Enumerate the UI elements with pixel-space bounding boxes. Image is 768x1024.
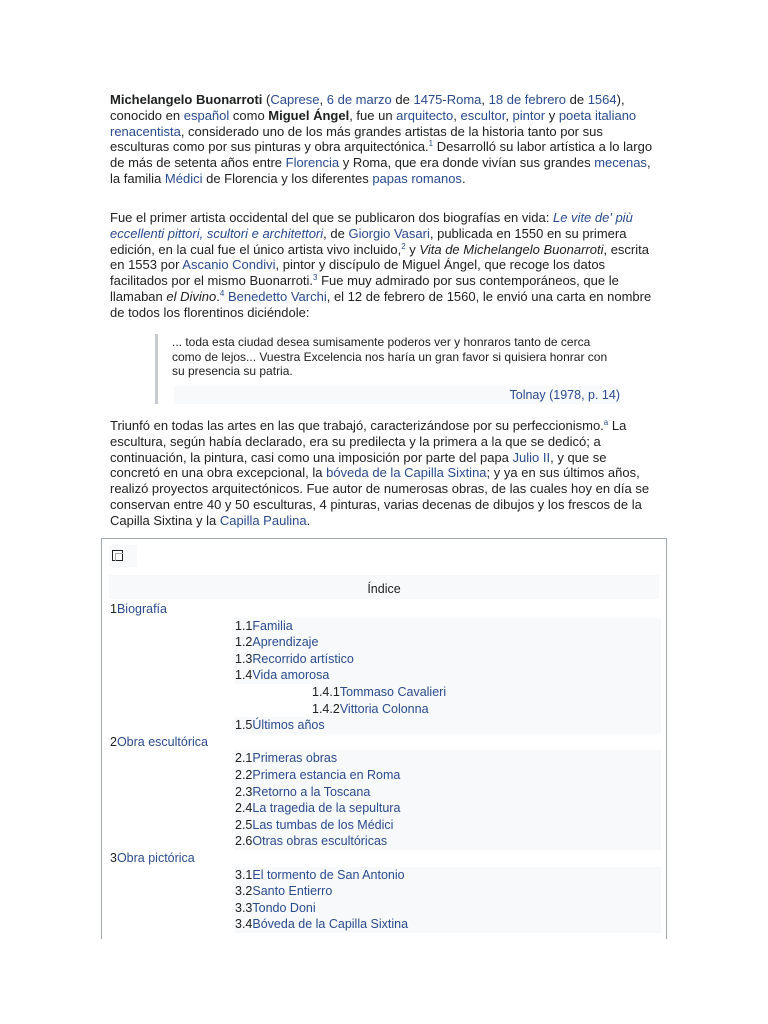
toc-item[interactable] [235,634,661,651]
toc-item-label[interactable]: Bóveda de la Capilla Sixtina [252,917,409,932]
note-a[interactable]: a [603,418,609,427]
text: , [481,92,489,107]
text: , de [323,225,349,241]
link-mecenas[interactable]: mecenas [594,155,647,171]
quote-citation [174,386,620,404]
intro-paragraph [110,92,656,187]
text: y [545,107,559,123]
toc-item-number: 2.2 [235,768,253,782]
toc-item[interactable] [110,601,661,618]
toc-item-label[interactable]: Vida amorosa [252,668,330,683]
toc-item[interactable] [235,651,661,668]
text: de [566,92,588,107]
toc-item-number: 2 [110,734,117,749]
toc-item[interactable] [235,800,661,817]
toc-item-number: 3.1 [235,867,253,882]
toc-item-label[interactable]: Familia [252,618,293,633]
link-pintor[interactable]: pintor [512,107,546,123]
ref-1[interactable]: 1 [428,139,434,149]
toc-item-number: 2.5 [235,817,253,832]
text: Le vite de' più eccellenti pittori, scultori e architettori [110,210,633,241]
toc-item-number: 2.6 [235,834,253,849]
toc-item-label[interactable]: Aprendizaje [252,635,319,650]
toc-item-number: 3.3 [235,900,253,915]
toc-item-number: 1.4.1 [312,685,340,699]
toc-item-label[interactable]: Recorrido artístico [252,651,354,666]
toc-item-number: 2.4 [235,801,253,816]
toc-item-label[interactable]: Tommaso Cavalieri [339,685,447,699]
toc-item-number: 1.5 [235,718,253,733]
text: ), [616,92,625,107]
biographies-paragraph [110,210,656,321]
toc-item-number: 1.4 [235,668,253,683]
subject-name: Michelangelo Buonarroti [110,92,263,107]
text: , el 12 de febrero de 1560, le envió una carta en nombre de todos los florentinos diciéndole: [110,288,652,320]
toc-item[interactable] [110,850,661,867]
toc-item-number: 1.2 [235,635,253,650]
toc-item-label[interactable]: Tondo Doni [252,900,316,915]
toc-item[interactable] [235,667,661,684]
text: Fue muy admirado por sus contemporáneos, que le llamaban [110,273,619,304]
toc-item-label[interactable]: Primera estancia en Roma [252,768,401,782]
text: , [319,92,327,107]
text: , publicada en 1550 en su primera edición, en la cual fue el único artista vivo incluido, [110,225,627,257]
toc-item-label[interactable]: Vittoria Colonna [339,701,429,716]
text: de Florencia y los diferentes [202,170,373,186]
text: , pintor y discípulo de Miguel Ángel, que recoge los datos facilitados por el mismo Buonarroti. [110,257,606,289]
toc-item-number: 1 [110,602,117,616]
toc-item[interactable] [235,900,661,917]
link-arquitecto[interactable]: arquitecto [396,107,454,123]
text: La escultura, según había declarado, era su predilecta y la primera a la que se dedicó; a continuación, la pintura, casi como una imposición por parte del papa [110,418,627,465]
text: . [461,170,466,186]
toc-item-label[interactable]: Últimos años [252,718,325,733]
toc-item[interactable] [235,618,661,635]
ref-3[interactable]: 3 [313,273,318,283]
link-poeta[interactable]: poeta italiano renacentista [110,107,637,139]
text: , y que se concretó en una obra excepcional, la [110,449,607,481]
text: y Roma, que era donde vivían sus grandes [339,155,595,171]
link-condivi[interactable]: Ascanio Condivi [182,257,276,273]
toc-item[interactable] [110,734,661,751]
text: . [216,288,220,304]
text: , [453,107,461,123]
toc-item-label[interactable]: Obra pictórica [116,851,195,865]
toc-item[interactable] [235,817,661,834]
link-espanol[interactable]: español [183,107,230,123]
link-vasari[interactable]: Giorgio Vasari [348,225,430,241]
text: ( [266,92,271,107]
toc-item-label[interactable]: Biografía [116,602,167,616]
toc-item[interactable] [235,717,661,734]
toc-item[interactable] [235,916,661,933]
toc-item-label[interactable]: El tormento de San Antonio [252,867,405,882]
artistry-paragraph [110,418,656,529]
text: Fue el primer artista occidental del que se publicaron dos biografías en vida: [110,210,553,225]
toc-item-label[interactable]: Otras obras escultóricas [252,834,388,849]
toc-item-number: 1.4.2 [312,701,340,716]
link-caprese[interactable]: Caprese [270,92,320,107]
link-medici[interactable]: Médici [164,170,203,186]
toc-toggle-checkbox[interactable] [112,550,123,561]
toc-item-number: 3.2 [235,884,253,899]
link-death-year[interactable]: 1564 [587,92,617,107]
toc-item-label[interactable]: Obra escultórica [116,734,208,749]
quote-text: ... toda esta ciudad desea sumisamente poderos ver y honraros tanto de cerca como de lejos... Vuestra Excelencia nos haría un gran favor si quisiera honrar con su presencia su patria. [172,335,608,378]
ref-4[interactable]: 4 [219,288,225,298]
toc-item[interactable] [235,784,661,801]
link-capilla-paulina[interactable]: Capilla Paulina [219,512,307,528]
link-birth-date[interactable]: 6 de marzo [326,92,392,107]
text: y [405,241,420,257]
link-papas-romanos[interactable]: papas romanos [372,170,462,186]
link-julio-ii[interactable]: Julio II [512,449,551,465]
text: de [391,92,414,107]
toc-item-number: 3 [110,851,117,865]
toc-item[interactable] [235,767,661,784]
text: , escrita en 1553 por [110,241,649,273]
text: . [306,512,311,528]
text: , [505,107,513,123]
link-tolnay[interactable]: Tolnay (1978, p. 14) [509,388,620,402]
text: , fue un [349,107,397,123]
text: ; y ya en sus últimos años, realizó proyectos arquitectónicos. Fue autor de numerosas obras, de las cuales hoy en día se conservan entre 40 y 50 esculturas, 4 pinturas, varias decenas de dibujos y los frescos de la Capilla Sixtina y la [110,465,650,528]
toc-item-label[interactable]: Primeras obras [252,751,338,766]
book-title: Vita de Michelangelo Buonarroti [419,241,604,257]
toc-item[interactable] [312,684,661,701]
text: , la familia [110,155,651,186]
alias-name: Miguel Ángel [268,107,350,123]
toc-item[interactable] [235,867,661,884]
toc-item[interactable] [235,833,661,850]
toc-item-label[interactable]: Las tumbas de los Médici [252,817,394,832]
blockquote [155,334,620,404]
link-birth-year[interactable]: 1475-Roma [413,92,482,107]
text: como [229,107,269,123]
toc-item-label[interactable]: Santo Entierro [252,884,333,899]
text: Desarrolló su labor artística a lo largo de más de setenta años entre [110,139,653,171]
toc-item-number: 2.1 [235,751,253,766]
toc-item-number: 3.4 [235,917,253,932]
text: , considerado uno de los más grandes artistas de la historia tanto por sus esculturas como por sus pinturas y obra arquitectónica. [110,123,603,155]
toc-item[interactable] [312,701,661,718]
toc-item[interactable] [235,750,661,767]
toc-item-label[interactable]: Retorno a la Toscana [252,784,371,799]
toc-item-number: 1.3 [235,651,253,666]
table-of-contents [101,538,667,939]
link-death-date[interactable]: 18 de febrero [488,92,566,107]
toc-toggle[interactable] [109,545,137,567]
toc-item-number: 2.3 [235,784,253,799]
toc-title: Índice [109,575,659,599]
link-boveda-sixtina[interactable]: bóveda de la Capilla Sixtina [326,465,487,481]
text: conocido en [110,107,184,123]
text: Triunfó en todas las artes en las que trabajó, caracterizándose por su perfeccionismo. [110,418,604,433]
link-florencia[interactable]: Florencia [285,155,340,171]
toc-item-number: 1.1 [235,618,253,633]
epithet: el Divino [166,288,217,304]
link-escultor[interactable]: escultor [460,107,506,123]
toc-item-label[interactable]: La tragedia de la sepultura [252,801,401,816]
toc-item[interactable] [235,883,661,900]
ref-2[interactable]: 2 [401,241,406,251]
link-varchi[interactable]: Benedetto Varchi [227,288,327,304]
